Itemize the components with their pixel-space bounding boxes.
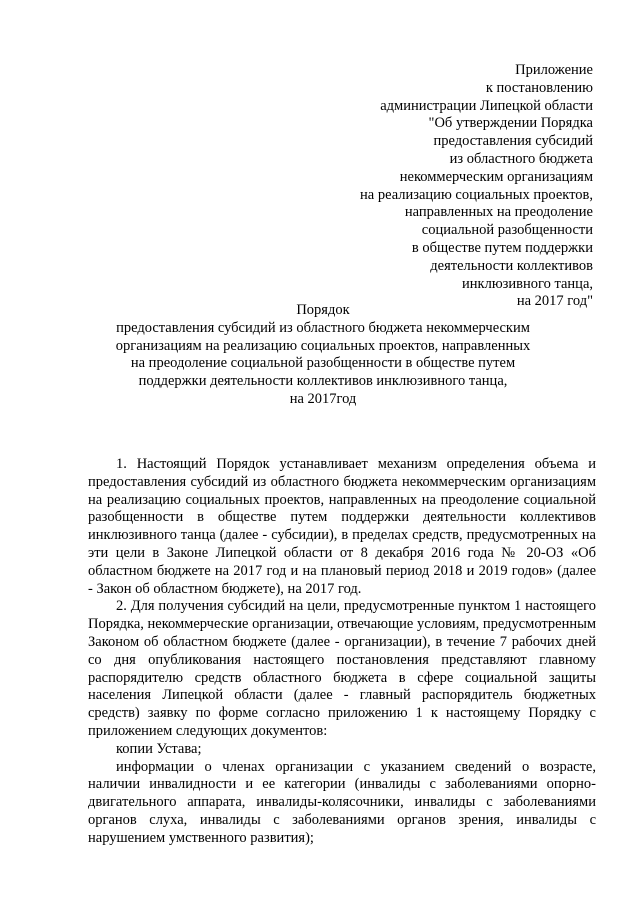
paragraph-1: 1. Настоящий Порядок устанавливает механизм определения объема и предоставления субсидий из областного бюджета некоммерческим организациям на реализацию социальных проектов, направленных на преодоление социальной разобщенности в обществе путем поддержки деятельности коллективов инклюзивного танца (далее - субсидии), в пределах средств, предусмотренных на эти цели в Законе Липецкой области от 8 декабря 2016 года № 20-ОЗ «Об областном бюджете на 2017 год и на плановый период 2018 и 2019 годов» (далее - Закон об областном бюджете), на 2017 год. — [88, 456, 596, 597]
appendix-line: к постановлению — [485, 79, 593, 96]
paragraph-list-item: информации о членах организации с указанием сведений о возрасте, наличии инвалидности и ее категории (инвалиды с заболеваниями опорно-двигательного аппарата, инвалиды-колясочники, инвалиды с заболеваниями органов слуха, инвалиды с заболеваниями органов зрения, инвалиды с нарушением умственного развития); — [88, 758, 596, 846]
title-line: поддержки деятельности коллективов инклюзивного танца, — [138, 373, 508, 390]
title-line: предоставления субсидий из областного бюджета некоммерческим — [116, 319, 530, 336]
appendix-line: Приложение — [515, 62, 593, 78]
appendix-line: некоммерческим организациям — [399, 168, 593, 185]
appendix-line: на реализацию социальных проектов, — [360, 186, 593, 203]
title-line: организациям на реализацию социальных проектов, направленных — [115, 337, 531, 354]
appendix-line: администрации Липецкой области — [380, 97, 593, 114]
appendix-line: социальной разобщенности — [421, 222, 593, 239]
appendix-line: на 2017 год" — [516, 293, 593, 310]
appendix-line: "Об утверждении Порядка — [428, 115, 593, 132]
title-line: на 2017год — [289, 390, 357, 407]
title-line: на преодоление социальной разобщенности в обществе путем — [130, 355, 516, 372]
appendix-line: деятельности коллективов — [430, 257, 593, 274]
appendix-header — [263, 62, 593, 311]
document-body — [88, 456, 596, 848]
document-title — [88, 302, 558, 409]
appendix-line: в обществе путем поддержки — [411, 239, 593, 256]
title-line: Порядок — [296, 302, 350, 318]
appendix-line: направленных на преодоление — [404, 204, 593, 221]
appendix-line: из областного бюджета — [449, 150, 593, 167]
appendix-line: инклюзивного танца, — [462, 275, 593, 292]
paragraph-2: 2. Для получения субсидий на цели, предусмотренные пунктом 1 настоящего Порядка, некоммерческие организации, отвечающие условиям, предусмотренным Законом об областном бюджете (далее - организации), в течение 7 рабочих дней со дня опубликования настоящего постановления представляют главному распорядителю средств областного бюджета в сфере социальной защиты населения Липецкой области (далее - главный распорядитель бюджетных средств) заявку по форме согласно приложению 1 к настоящему Порядку с приложением следующих документов: — [88, 598, 597, 739]
paragraph-list-item: копии Устава; — [116, 740, 202, 757]
appendix-line: предоставления субсидий — [433, 133, 593, 150]
